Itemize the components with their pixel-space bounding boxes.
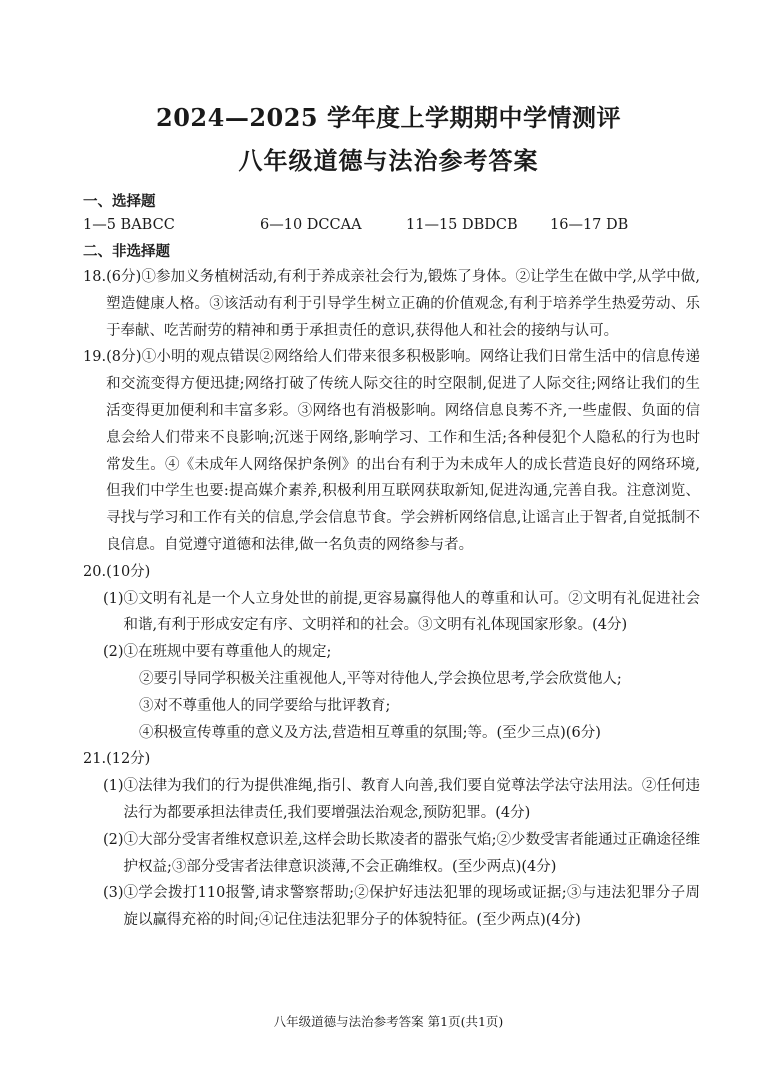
sub-answer-text: ①文明有礼是一个人立身处世的前提,更容易赢得他人的尊重和认可。②文明有礼促进社会和谐,有利于形成安定有序、文明祥和的社会。③文明有礼体现国家形象。(4分) xyxy=(123,590,700,634)
question-header xyxy=(83,559,700,586)
document-subtitle: 八年级道德与法治参考答案 xyxy=(238,146,539,175)
question-21 xyxy=(83,746,700,934)
question-19 xyxy=(83,344,700,558)
sub-answer-text: ①在班规中要有尊重他人的规定; xyxy=(123,644,332,661)
question-number: 21. xyxy=(83,751,107,768)
sub-answer-text: ①大部分受害者维权意识差,这样会助长欺凌者的嚣张气焰;②少数受害者能通过正确途径维护权益;③部分受害者法律意识淡薄,不会正确维权。(至少两点)(4分) xyxy=(123,831,700,875)
sub-answer-2-line-3: ③对不尊重他人的同学要给与批评教育; xyxy=(139,697,391,714)
mc-answer-group: 16—17 DB xyxy=(550,217,629,233)
document-title: 2024—2025 学年度上学期期中学情测评 xyxy=(156,103,621,132)
sub-answer-text: ①法律为我们的行为提供准绳,指引、教育人向善,我们要自觉尊法学法守法用法。②任何违法行为都要承担法律责任,我们要增强法治观念,预防犯罪。(4分) xyxy=(123,778,700,821)
section-heading-non-choice: 二、非选择题 xyxy=(83,243,170,260)
question-score: (10分) xyxy=(106,563,151,580)
sub-answer-3 xyxy=(83,880,700,934)
sub-answer-2-line-1 xyxy=(83,639,700,666)
page-footer: 八年级道德与法治参考答案 第1页(共1页) xyxy=(273,1014,504,1029)
sub-answer-label: (1) xyxy=(103,590,124,607)
section-heading-multiple-choice: 一、选择题 xyxy=(83,193,156,210)
mc-answer-group: 1—5 BABCC xyxy=(83,217,175,233)
sub-answer-2-line-4: ④积极宣传尊重的意义及方法,营造相互尊重的氛围;等。(至少三点)(6分) xyxy=(139,724,601,741)
question-score: (12分) xyxy=(106,751,151,768)
sub-answer-label: (3) xyxy=(103,885,124,902)
question-number: 19. xyxy=(83,349,107,366)
sub-answer-label: (2) xyxy=(103,831,124,848)
mc-answer-group: 6—10 DCCAA xyxy=(260,217,362,233)
sub-answer-label: (2) xyxy=(103,644,124,661)
sub-answer-1 xyxy=(83,773,700,827)
sub-answer-2 xyxy=(83,827,700,881)
question-answer-text: (8分)①小明的观点错误②网络给人们带来很多积极影响。网络让我们日常生活中的信息传递和交流变得方便迅捷;网络打破了传统人际交往的时空限制,促进了人际交往;网络让我们的生活变得更加便利和丰富多彩。③网络也有消极影响。网络信息良莠不齐,一些虚假、负面的信息会给人们带来不良影响;沉迷于网络,影响学习、工作和生活;各种侵犯个人隐私的行为也时常发生。④《未成年人网络保护条例》的出台有利于为未成年人的成长营造良好的网络环境,但我们中学生也要:提高媒介素养,积极利用互联网获取新知,促进沟通,完善自我。注意浏览、寻找与学习和工作有关的信息,学会信息节食。学会辨析网络信息,让谣言止于智者,自觉抵制不良信息。自觉遵守道德和法律,做一名负责的网络参与者。 xyxy=(106,349,700,553)
question-number: 18. xyxy=(83,269,107,285)
mc-answer-group: 11—15 DBDCB xyxy=(406,217,518,233)
question-number: 20. xyxy=(83,563,107,580)
question-answer-text: (6分)①参加义务植树活动,有利于养成亲社会行为,锻炼了身体。②让学生在做中学,从学中做,塑造健康人格。③该活动有利于引导学生树立正确的价值观念,有利于培养学生热爱劳动、乐于奉献、吃苦耐劳的精神和勇于承担责任的意识,获得他人和社会的接纳与认可。 xyxy=(106,269,700,339)
sub-answer-label: (1) xyxy=(103,778,124,795)
sub-answer-text: ①学会拨打110报警,请求警察帮助;②保护好违法犯罪的现场或证据;③与违法犯罪分子周旋以赢得充裕的时间;④记住违法犯罪分子的体貌特征。(至少两点)(4分) xyxy=(123,885,700,929)
sub-answer-1 xyxy=(83,586,700,640)
multiple-choice-answers xyxy=(83,217,703,237)
sub-answer-2-line-2: ②要引导同学积极关注重视他人,平等对待他人,学会换位思考,学会欣赏他人; xyxy=(139,670,622,687)
question-18 xyxy=(83,264,700,344)
non-choice-answers xyxy=(83,264,700,934)
question-header xyxy=(83,746,700,773)
question-20 xyxy=(83,559,700,747)
